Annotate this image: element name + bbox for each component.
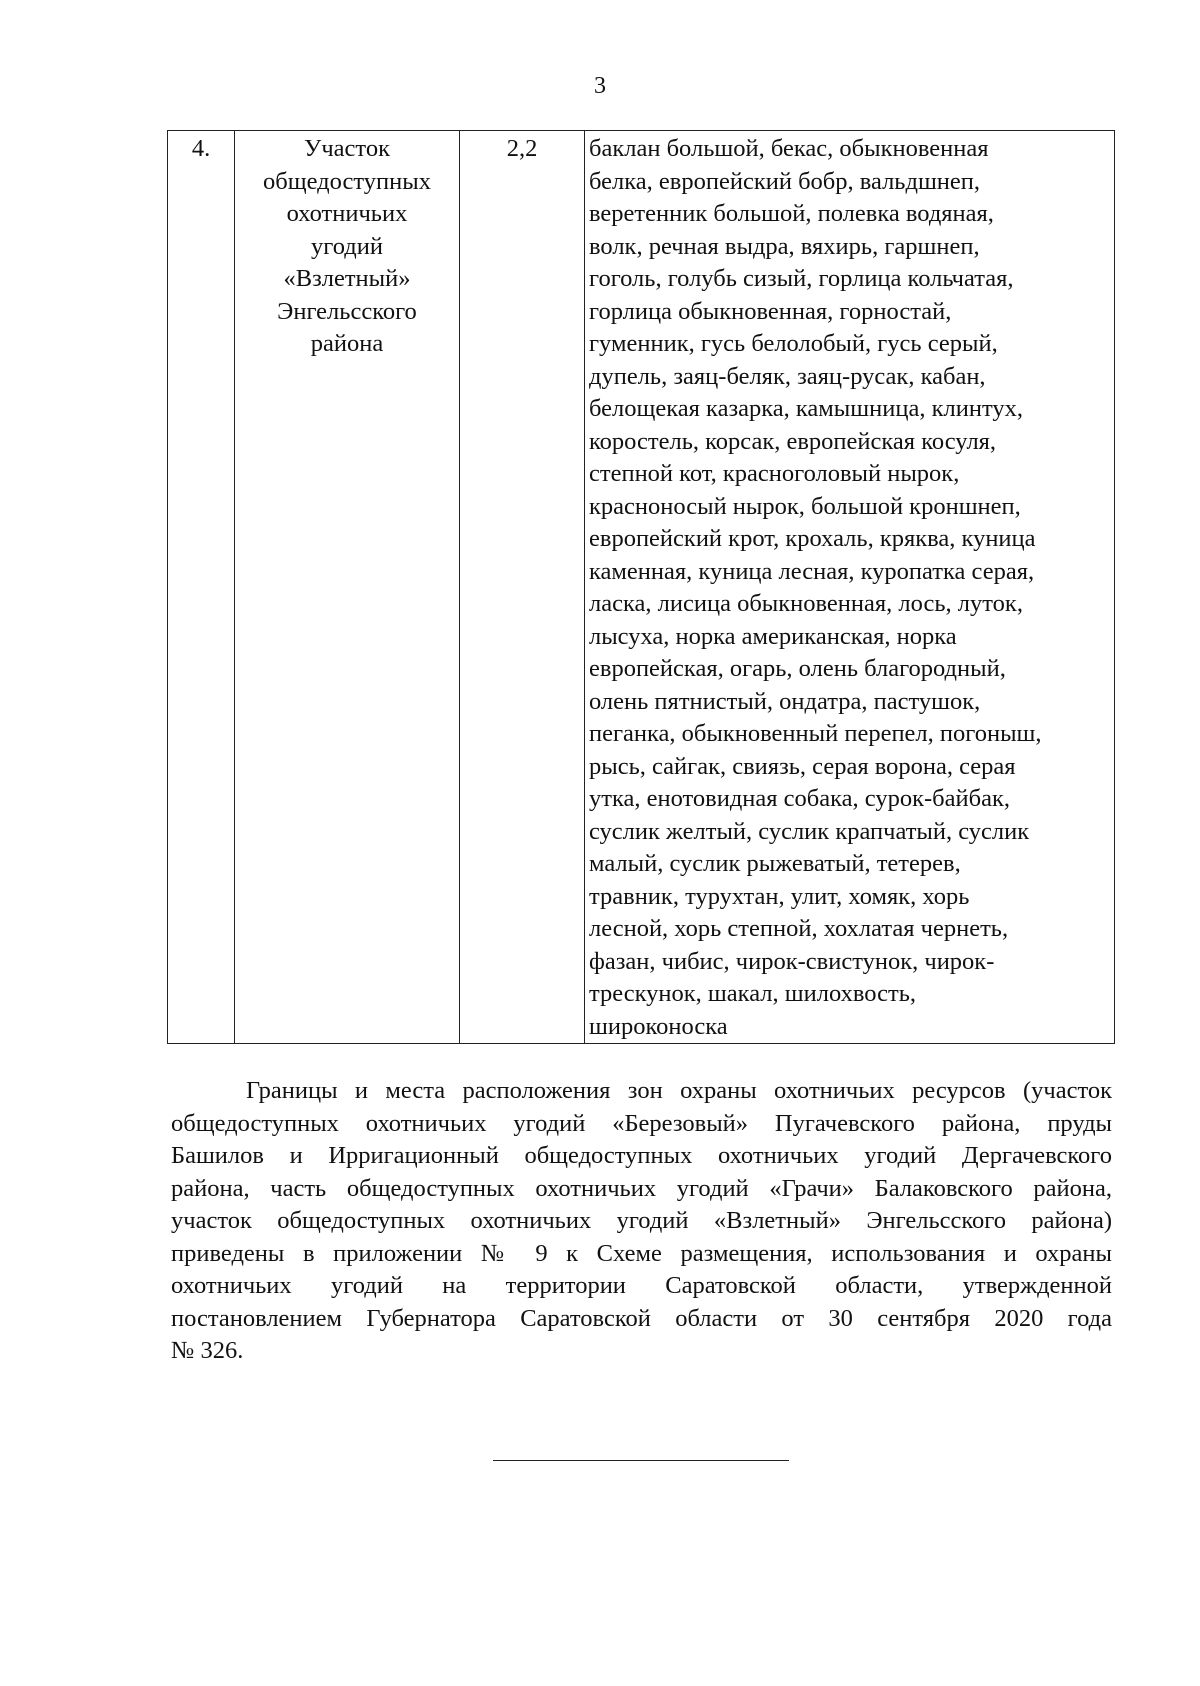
- row-number: 4.: [191, 135, 211, 162]
- paragraph-line: Башилов и Ирригационный общедоступных охотничьих угодий Дергачевского: [171, 1142, 1112, 1169]
- page-number: 3: [594, 73, 606, 99]
- species-line: горлица обыкновенная, горностай,: [589, 297, 952, 325]
- ground-name-line: «Взлетный»: [283, 265, 411, 292]
- species-line: рысь, сайгак, свиязь, серая ворона, серая: [589, 752, 1016, 780]
- species-line: коростель, корсак, европейская косуля,: [589, 427, 997, 455]
- species-line: гуменник, гусь белолобый, гусь серый,: [589, 330, 998, 357]
- end-divider: [493, 1460, 789, 1461]
- species-line: гоголь, голубь сизый, горлица кольчатая,: [589, 265, 1014, 292]
- species-line: трескунок, шакал, шилохвость,: [589, 980, 917, 1007]
- species-line: пеганка, обыкновенный перепел, погоныш,: [589, 720, 1042, 747]
- species-line: каменная, куница лесная, куропатка серая,: [589, 557, 1035, 585]
- species-line: суслик желтый, суслик крапчатый, суслик: [589, 817, 1030, 845]
- species-cell: [585, 131, 1115, 1044]
- species-line: фазан, чибис, чирок-свистунок, чирок-: [589, 947, 995, 975]
- row-number-cell: [168, 131, 235, 1044]
- hunting-grounds-table: [167, 130, 1115, 1044]
- species-line: белка, европейский бобр, вальдшнеп,: [589, 167, 981, 195]
- area-value: 2,2: [506, 135, 538, 162]
- paragraph-line: № 326.: [171, 1337, 244, 1364]
- species-line: красноносый нырок, большой кроншнеп,: [589, 492, 1021, 520]
- species-line: лесной, хорь степной, хохлатая чернеть,: [589, 915, 1009, 942]
- body-paragraph: [171, 1075, 1112, 1368]
- ground-name-line: охотничьих: [286, 200, 408, 227]
- ground-name-line: общедоступных: [263, 167, 431, 195]
- species-line: европейский крот, крохаль, кряква, куница: [589, 525, 1036, 552]
- species-line: белощекая казарка, камышница, клинтух,: [589, 395, 1023, 422]
- species-line: европейская, огарь, олень благородный,: [589, 655, 1006, 682]
- ground-name-line: Энгельсского: [277, 297, 417, 325]
- species-line: широконоска: [589, 1012, 728, 1040]
- paragraph-line: участок общедоступных охотничьих угодий «Взлетный» Энгельсского района): [171, 1207, 1112, 1234]
- species-line: ласка, лисица обыкновенная, лось, луток,: [589, 590, 1023, 617]
- species-line: олень пятнистый, ондатра, пастушок,: [589, 687, 981, 715]
- species-line: волк, речная выдра, вяхирь, гаршнеп,: [589, 232, 980, 260]
- paragraph-line: постановлением Губернатора Саратовской области от 30 сентября 2020 года: [171, 1304, 1112, 1332]
- paragraph-line: Границы и места расположения зон охраны охотничьих ресурсов (участок: [246, 1077, 1112, 1104]
- table-row: [168, 131, 1115, 1044]
- species-line: лысуха, норка американская, норка: [589, 622, 957, 650]
- ground-name-line: угодий: [311, 232, 383, 260]
- species-line: малый, суслик рыжеватый, тетерев,: [589, 850, 961, 877]
- paragraph-line: общедоступных охотничьих угодий «Березовый» Пугачевского района, пруды: [171, 1109, 1112, 1137]
- ground-name-line: Участок: [304, 135, 390, 162]
- species-line: утка, енотовидная собака, сурок-байбак,: [589, 785, 1010, 812]
- paragraph-line: приведены в приложении № 9 к Схеме размещения, использования и охраны: [171, 1239, 1112, 1267]
- area-cell: [460, 131, 585, 1044]
- paragraph-line: района, часть общедоступных охотничьих угодий «Грачи» Балаковского района,: [171, 1174, 1112, 1202]
- species-line: травник, турухтан, улит, хомяк, хорь: [589, 882, 970, 910]
- paragraph-line: охотничьих угодий на территории Саратовской области, утвержденной: [171, 1272, 1112, 1299]
- ground-name-line: района: [310, 330, 384, 357]
- species-line: степной кот, красноголовый нырок,: [589, 460, 960, 487]
- ground-name-cell: [235, 131, 460, 1044]
- species-line: дупель, заяц-беляк, заяц-русак, кабан,: [589, 362, 986, 390]
- species-line: баклан большой, бекас, обыкновенная: [589, 135, 989, 162]
- species-line: веретенник большой, полевка водяная,: [589, 200, 994, 227]
